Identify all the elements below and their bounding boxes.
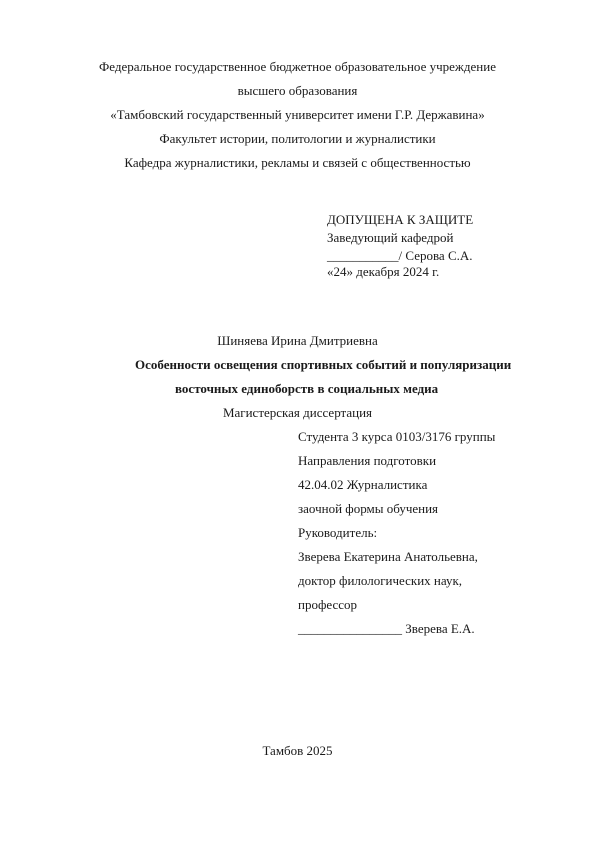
thesis-type: Магистерская диссертация: [222, 405, 373, 420]
student-info-line: 42.04.02 Журналистика: [298, 477, 428, 492]
approval-title: ДОПУЩЕНА К ЗАЩИТЕ: [327, 212, 474, 227]
supervisor-name: Зверева Екатерина Анатольевна,: [298, 549, 478, 564]
supervisor-title: профессор: [298, 597, 358, 612]
approval-role: Заведующий кафедрой: [327, 230, 454, 245]
header-line-4: Факультет истории, политологии и журналистики: [159, 131, 436, 146]
header-line-3: «Тамбовский государственный университет имени Г.Р. Державина»: [110, 107, 485, 122]
supervisor-degree: доктор филологических наук,: [298, 573, 463, 588]
supervisor-signature: ________________ Зверева Е.А.: [298, 621, 475, 636]
thesis-title-line-1: Особенности освещения спортивных событий и популяризации: [135, 357, 512, 372]
student-info-line: Студента 3 курса 0103/3176 группы: [298, 429, 496, 444]
thesis-title-line-2: восточных единоборств в социальных медиа: [175, 381, 439, 396]
header-line-1: Федеральное государственное бюджетное образовательное учреждение: [99, 59, 496, 74]
author-name: Шиняева Ирина Дмитриевна: [217, 333, 378, 348]
student-info-line: заочной формы обучения: [298, 501, 439, 516]
student-info-line: Направления подготовки: [298, 453, 437, 468]
approval-date: «24» декабря 2024 г.: [327, 264, 440, 279]
supervisor-label: Руководитель:: [298, 525, 378, 540]
header-line-2: высшего образования: [237, 83, 358, 98]
header-line-5: Кафедра журналистики, рекламы и связей с общественностью: [124, 155, 471, 170]
approval-signature: ___________/ Серова С.А.: [327, 248, 473, 263]
footer-city-year: Тамбов 2025: [262, 743, 333, 758]
